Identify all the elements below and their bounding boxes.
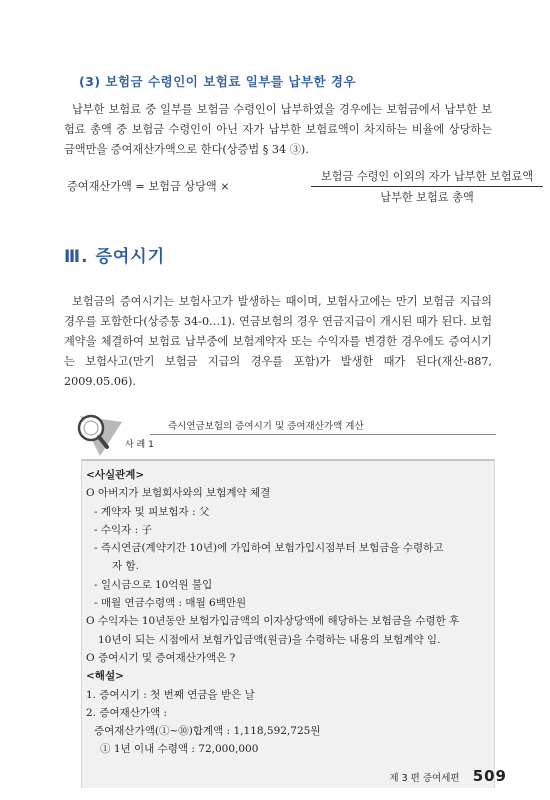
formula-denominator: 납부한 보험료 총액 <box>380 191 474 204</box>
example-line: <사실관계> <box>86 469 145 481</box>
formula-lhs: 증여재산가액 = 보험금 상당액 × <box>67 180 230 193</box>
example-label: 사 례 1 <box>125 440 154 450</box>
example-line: O 수익자는 10년동안 보험가입금액의 이자상당액에 해당하는 보험금을 수령한 후 <box>86 615 460 628</box>
example-line: - 계약자 및 피보험자 : 父 <box>94 505 210 518</box>
example-line: O 아버지가 보험회사와의 보험계약 체결 <box>86 487 271 500</box>
page-footer <box>389 766 507 785</box>
example-line: <해설> <box>86 670 124 683</box>
example-line: - 매월 연금수령액 : 매월 6백만원 <box>94 597 247 610</box>
subheading: (3) 보험금 수령인이 보험료 일부를 납부한 경우 <box>79 74 357 89</box>
formula-fraction <box>311 168 543 205</box>
example-line: ① 1년 이내 수령액 : 72,000,000 <box>100 743 259 756</box>
magnifier-icon <box>74 410 134 460</box>
paragraph-premium-partial <box>64 100 492 160</box>
example-body <box>86 466 486 759</box>
example-line: - 수익자 : 子 <box>94 523 153 536</box>
example-line: 2. 증여재산가액 : <box>86 706 168 719</box>
section-title: Ⅲ. 증여시기 <box>64 247 166 267</box>
gift-value-formula <box>67 168 534 204</box>
example-line: O 증여시기 및 증여재산가액은 ? <box>86 651 236 664</box>
paragraph-text: 납부한 보험료 중 일부를 보험금 수령인이 납부하였을 경우에는 보험금에서 납부한 보험료 총액 중 보험금 수령인이 아닌 자가 납부한 보험료액이 차지하는 비율에 상당하는 금액만을 증여재산가액으로 한다(상증법 § 34 ③). <box>64 103 492 156</box>
example-title: 즉시연금보험의 증여시기 및 증여재산가액 계산 <box>168 421 364 432</box>
formula-numerator: 보험금 수령인 이외의 자가 납부한 보험료액 <box>311 168 543 187</box>
paragraph-text: 보험금의 증여시기는 보험사고가 발생하는 때이며, 보험사고에는 만기 보험금 지급의 경우를 포함한다(상증통 34-0…1). 연금보험의 경우 연금지급이 개시된 때가 된다. 보험계약을 체결하여 보험료 납부중에 보험계약자 또는 수익자를 변경한 경우에도 증여시기는 보험사고(만기 보험금 지급의 경우를 포함)가 발생한 때가 된다(재산-887, 2009.05.06). <box>64 295 492 388</box>
footer-section: 제 3 편 증여세편 <box>389 773 460 784</box>
example-line: 10년이 되는 시점에서 보험가입금액(원금)을 수령하는 내용의 보험계약 임. <box>98 633 441 646</box>
example-line: 증여재산가액(①~⑩)합계액 : 1,118,592,725원 <box>94 725 321 738</box>
example-line: - 일시금으로 10억원 불입 <box>94 578 213 591</box>
example-line: 1. 증여시기 : 첫 번째 연금을 받은 날 <box>86 688 255 701</box>
example-line: 자 함. <box>112 560 139 573</box>
example-line: - 즉시연금(계약기간 10년)에 가입하여 보험가입시점부터 보험금을 수령하고 <box>94 542 444 555</box>
page-number: 509 <box>472 767 507 785</box>
example-title-divider <box>150 434 496 435</box>
paragraph-gift-timing <box>64 292 492 392</box>
